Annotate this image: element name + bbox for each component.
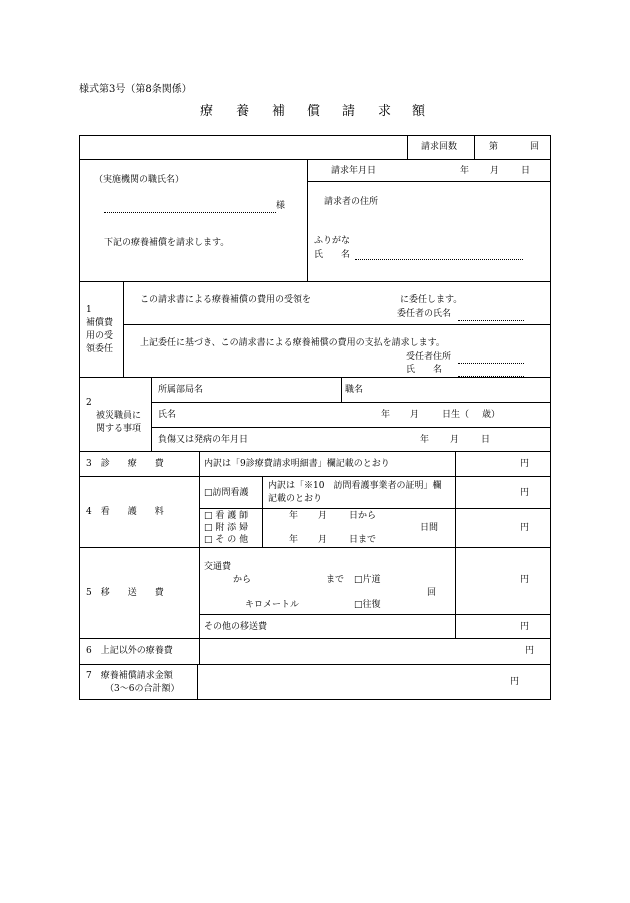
request-date-label: 請求年月日 <box>331 166 377 176</box>
injury-date-label: 負傷又は発病の年月日 <box>158 435 249 445</box>
oneway-checkbox[interactable]: □片道 <box>354 575 381 585</box>
to-place-label: まで <box>326 575 345 585</box>
birth-year: 年 <box>381 410 391 420</box>
title-char: 求 <box>378 104 392 119</box>
request-date-year: 年 <box>460 166 470 176</box>
trustee-name-label: 氏 名 <box>406 365 443 375</box>
request-text: 下記の療養補償を請求します。 <box>104 238 230 248</box>
claim-count-label: 請求回数 <box>421 142 458 152</box>
injury-year: 年 <box>420 435 430 445</box>
sec7-label: 7 療養補償請求金額 <box>86 671 173 681</box>
times-label: 回 <box>427 588 437 598</box>
sec2-label-line: 被災職員に <box>96 411 142 421</box>
title-char: 請 <box>342 104 356 119</box>
sec7-sublabel: （3～6の合計額） <box>105 684 180 694</box>
km-label: キロメートル <box>245 600 300 610</box>
to-month: 月 <box>318 535 328 545</box>
home-nursing-detail: 内訳は「※10 訪問看護事業者の証明」欄 <box>268 481 442 491</box>
title-char: 療 <box>200 104 214 119</box>
furigana-label: ふりがな <box>314 236 351 246</box>
nurse-checkbox[interactable]: □ 看 護 師 <box>204 511 249 521</box>
injury-day: 日 <box>481 435 491 445</box>
claimant-name-label: 氏 名 <box>314 250 351 260</box>
sec1-label-line: 領委任 <box>86 344 114 354</box>
claimant-address-label: 請求者の住所 <box>324 197 379 207</box>
from-place-label: から <box>233 575 252 585</box>
other-transport-label: その他の移送費 <box>204 622 268 632</box>
entrustor-name-label: 委任者の氏名 <box>397 309 452 319</box>
sec4-yen-2: 円 <box>520 523 530 533</box>
from-month: 月 <box>318 511 328 521</box>
trustee-address-label: 受任者住所 <box>406 352 452 362</box>
attendant-checkbox[interactable]: □ 附 添 婦 <box>204 523 249 533</box>
sec6-yen: 円 <box>525 646 535 656</box>
entrust-suffix: に委任します。 <box>400 295 463 305</box>
sec3-yen: 円 <box>520 459 530 469</box>
title-char: 補 <box>272 104 286 119</box>
institution-label: （実施機関の職氏名） <box>94 175 185 185</box>
from-day: 日から <box>349 511 377 521</box>
sec7-yen: 円 <box>510 677 520 687</box>
request-date-month: 月 <box>490 166 500 176</box>
home-nursing-checkbox[interactable]: □訪問看護 <box>204 488 249 498</box>
title-char: 償 <box>307 104 321 119</box>
birth-day: 日生（ <box>442 410 470 420</box>
sec1-number: 1 <box>86 305 92 315</box>
dept-label: 所属部局名 <box>158 385 204 395</box>
form-number: 様式第3号（第8条関係） <box>79 84 192 95</box>
title-char: 養 <box>236 104 250 119</box>
sec1-label-line: 補償費 <box>86 318 114 328</box>
sec2-number: 2 <box>86 398 92 408</box>
entrust-text: この請求書による療養補償の費用の受領を <box>140 295 312 305</box>
sec5-yen-1: 円 <box>520 575 530 585</box>
roundtrip-checkbox[interactable]: □往復 <box>354 600 381 610</box>
post-label: 職名 <box>345 385 364 395</box>
sec6-label: 6 上記以外の療養費 <box>86 646 173 656</box>
age-label: 歳） <box>482 410 501 420</box>
sec3-detail: 内訳は「9診療費請求明細書」欄記載のとおり <box>204 459 390 469</box>
sec2-label-line: 関する事項 <box>96 424 142 434</box>
other-checkbox[interactable]: □ そ の 他 <box>204 535 249 545</box>
birth-month: 月 <box>410 410 420 420</box>
sama-label: 様 <box>276 201 286 211</box>
title-char: 額 <box>412 104 426 119</box>
traffic-label: 交通費 <box>204 562 232 572</box>
claim-count-kai: 回 <box>530 142 540 152</box>
sec4-yen-1: 円 <box>520 488 530 498</box>
injury-month: 月 <box>450 435 460 445</box>
sec5-yen-2: 円 <box>520 622 530 632</box>
to-year: 年 <box>289 535 299 545</box>
sec3-label: 3 診 療 費 <box>86 459 164 469</box>
sec1-label-line: 用の受 <box>86 331 114 341</box>
consent-text: 上記委任に基づき、この請求書による療養補償の費用の支払を請求します。 <box>140 338 445 348</box>
claim-count-dai: 第 <box>489 142 499 152</box>
sec4-label: 4 看 護 料 <box>86 507 164 517</box>
days-label: 日間 <box>420 523 439 533</box>
from-year: 年 <box>289 511 299 521</box>
home-nursing-detail: 記載のとおり <box>268 494 323 504</box>
victim-name-label: 氏名 <box>158 410 177 420</box>
sec5-label: 5 移 送 費 <box>86 588 164 598</box>
to-day: 日まで <box>349 535 377 545</box>
request-date-day: 日 <box>521 166 531 176</box>
